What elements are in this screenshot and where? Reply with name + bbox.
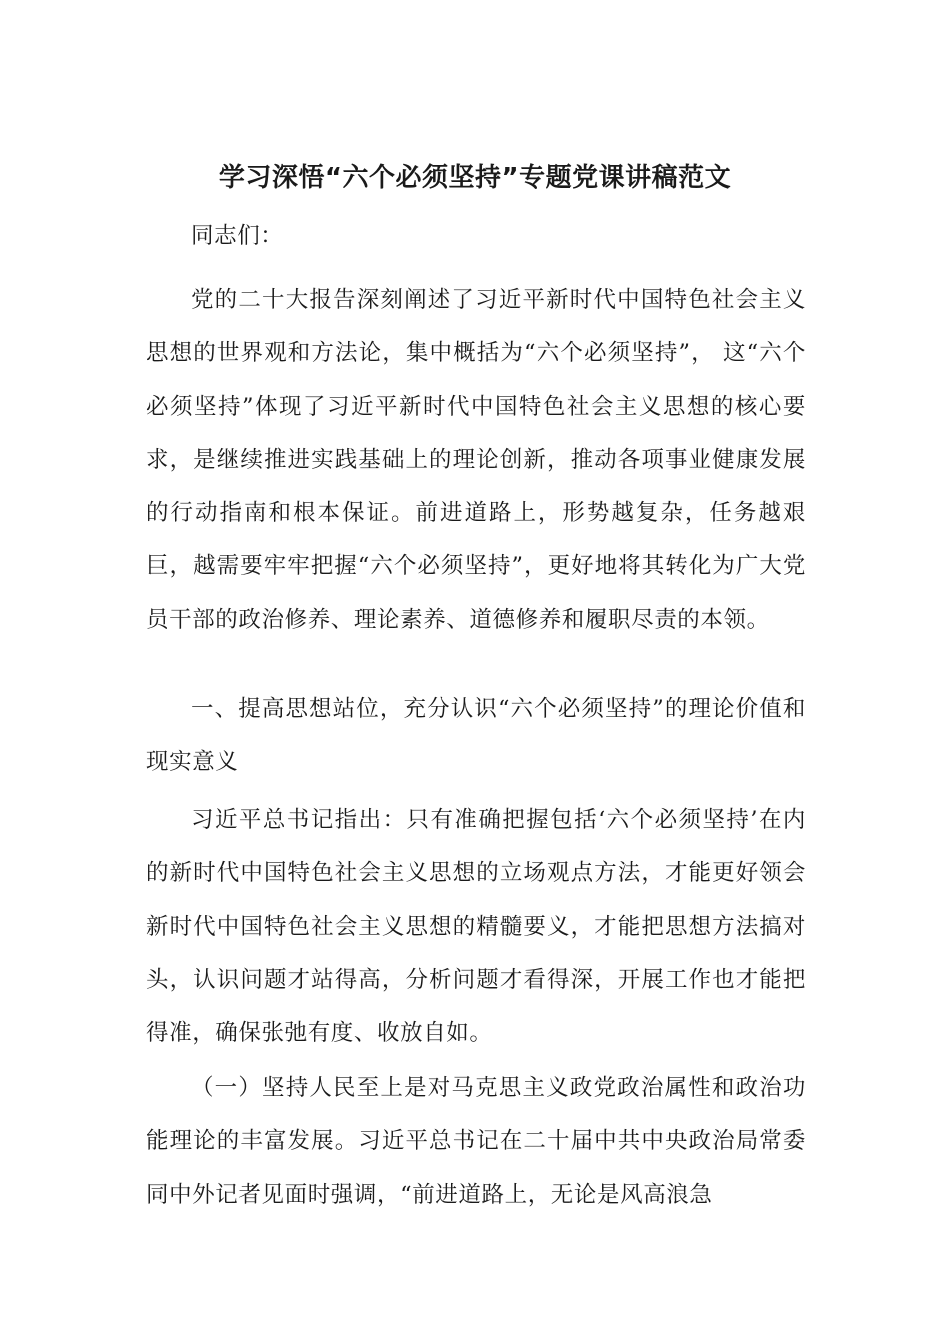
paragraph-section-1: 习近平总书记指出：只有准确把握包括‘六个必须坚持’在内的新时代中国特色社会主义思想的立场观点方法，才能更好领会新时代中国特色社会主义思想的精髓要义，才能把思想方法搞对头，认识问题才站得高，分析问题才看得深，开展工作也才能把得准，确保张弛有度、收放自如。 bbox=[146, 807, 806, 1047]
salutation: 同志们： bbox=[191, 223, 284, 249]
document-title: 学习深悟“六个必须坚持”专题党课讲稿范文 bbox=[218, 163, 732, 193]
paragraph-intro: 党的二十大报告深刻阐述了习近平新时代中国特色社会主义思想的世界观和方法论，集中概括为“六个必须坚持”， 这“六个必须坚持”体现了习近平新时代中国特色社会主义思想的核心要求，是继续推进实践基础上的理论创新，推动各项事业健康发展的行动指南和根本保证。前进道路上，形势越复杂，任务越艰巨，越需要牢牢把握“六个必须坚持”，更好地将其转化为广大党员干部的政治修养、理论素养、道德修养和履职尽责的本领。 bbox=[146, 287, 806, 633]
paragraph-subsection-1: （一）坚持人民至上是对马克思主义政党政治属性和政治功能理论的丰富发展。习近平总书记在二十届中共中央政治局常委同中外记者见面时强调，“前进道路上，无论是风高浪急 bbox=[146, 1075, 806, 1208]
section-heading-1: 一、提高思想站位，充分认识“六个必须坚持”的理论价值和现实意义 bbox=[146, 696, 806, 776]
